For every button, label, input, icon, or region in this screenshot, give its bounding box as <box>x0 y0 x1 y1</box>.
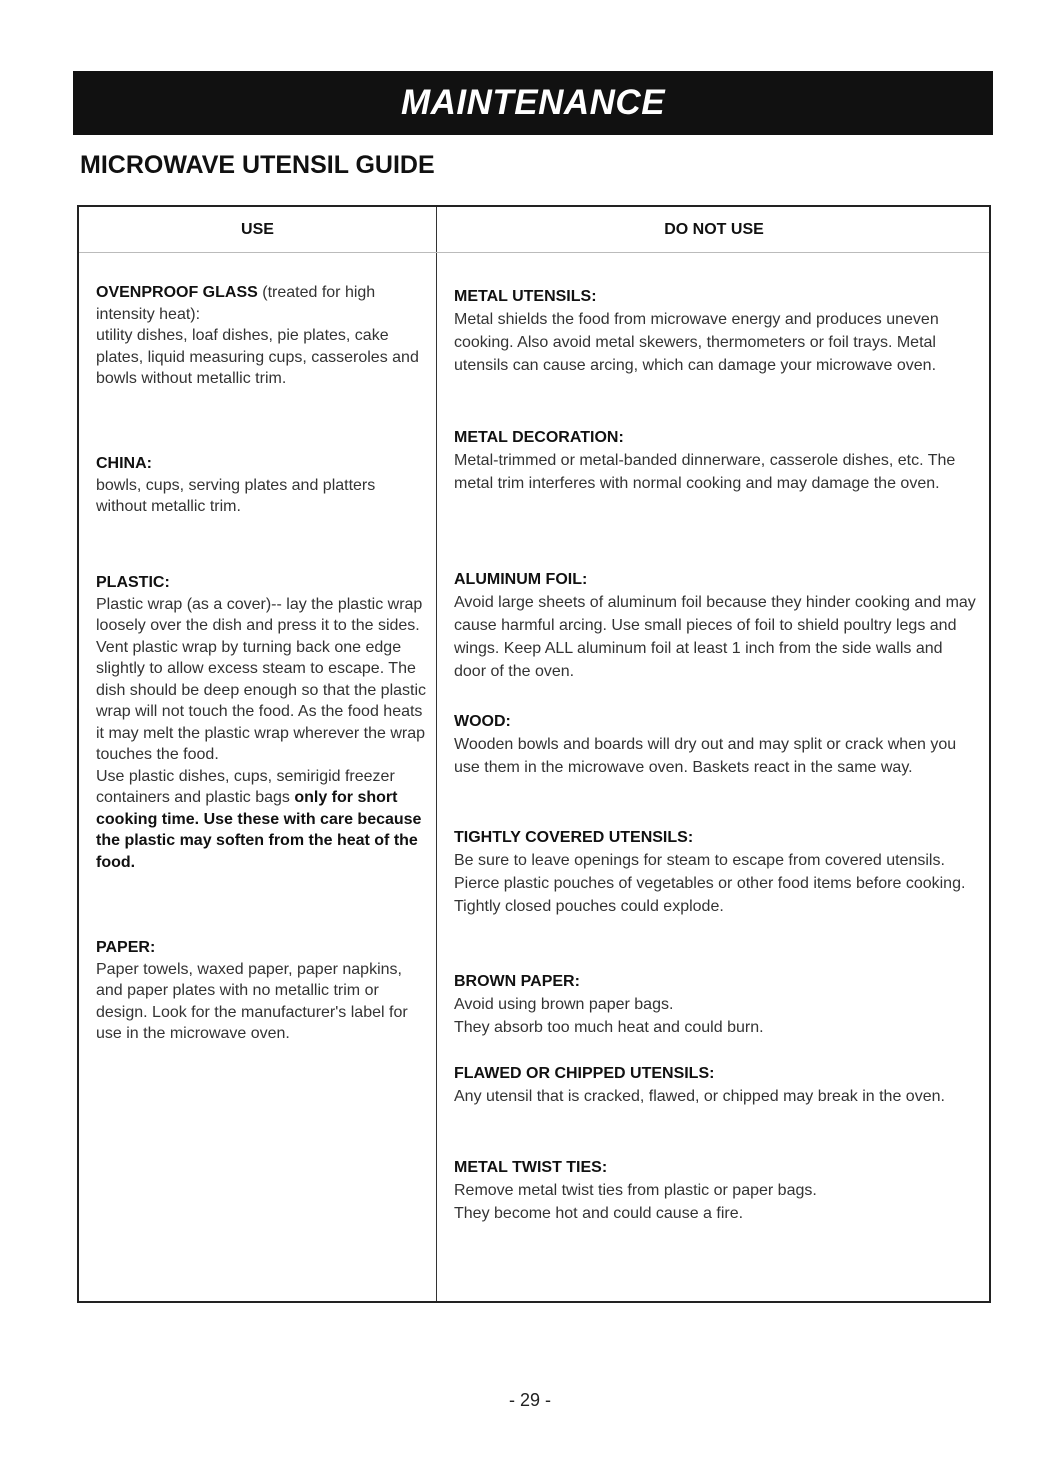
twist-ties-line-2: They become hot and could cause a fire. <box>454 1205 744 1222</box>
plastic-p1: Plastic wrap (as a cover)-- lay the plastic wrap loosely over the dish and press it to the sides. <box>96 595 423 634</box>
twist-ties-line-1: Remove metal twist ties from plastic or paper bags. <box>454 1182 817 1199</box>
twist-ties-heading: METAL TWIST TIES: <box>454 1159 608 1176</box>
dnu-metal-utensils <box>454 285 976 377</box>
maintenance-banner <box>73 71 993 135</box>
dnu-tightly-covered <box>454 826 976 918</box>
plastic-heading: PLASTIC: <box>96 574 170 591</box>
metal-utensils-heading: METAL UTENSILS: <box>454 288 597 305</box>
paper-heading: PAPER: <box>96 939 156 956</box>
plastic-p2: Vent plastic wrap by turning back one edge slightly to allow excess steam to escape. The dish should be deep enough so that the plastic wrap will not touch the food. As the food heats it may melt the plastic wrap wherever the wrap touches the food. <box>96 638 427 763</box>
ovenproof-heading: OVENPROOF GLASS <box>96 284 258 301</box>
dnu-wood <box>454 710 976 779</box>
flawed-text: Any utensil that is cracked, flawed, or chipped may break in the oven. <box>454 1088 945 1105</box>
metal-decoration-text: Metal-trimmed or metal-banded dinnerware, casserole dishes, etc. The metal trim interferes with normal cooking and may damage the oven. <box>454 452 956 492</box>
brown-paper-line-1: Avoid using brown paper bags. <box>454 996 674 1013</box>
ovenproof-text: utility dishes, loaf dishes, pie plates, cake plates, liquid measuring cups, casseroles and bowls without metallic trim. <box>96 327 419 387</box>
brown-paper-heading: BROWN PAPER: <box>454 973 580 990</box>
flawed-heading: FLAWED OR CHIPPED UTENSILS: <box>454 1065 715 1082</box>
paper-text: Paper towels, waxed paper, paper napkins, and paper plates with no metallic trim or design. Look for the manufacturer's label for use in the microwave oven. <box>96 960 408 1042</box>
china-text: bowls, cups, serving plates and platters without metallic trim. <box>96 476 376 515</box>
use-ovenproof-glass <box>96 282 428 390</box>
brown-paper-line-2: They absorb too much heat and could burn. <box>454 1019 764 1036</box>
plastic-p3: Use plastic dishes, cups, semirigid freezer containers and plastic bags <box>96 767 395 806</box>
use-paper <box>96 937 428 1045</box>
metal-decoration-heading: METAL DECORATION: <box>454 429 624 446</box>
wood-text: Wooden bowls and boards will dry out and may split or crack when you use them in the microwave oven. Baskets react in the same way. <box>454 736 957 776</box>
utensil-guide-table <box>77 205 991 1303</box>
dnu-metal-decoration <box>454 426 976 495</box>
aluminum-foil-text: Avoid large sheets of aluminum foil because they hinder cooking and may cause harmful arcing. Use small pieces of foil to shield poultry legs and wings. Keep ALL aluminum foil at least 1 inch from the side walls and door of the oven. <box>454 594 976 680</box>
page-number: - 29 - <box>508 1390 551 1410</box>
dnu-metal-twist-ties <box>454 1156 976 1225</box>
dnu-aluminum-foil <box>454 568 976 683</box>
ovenproof-note: (treated for high intensity heat): <box>96 284 376 323</box>
use-plastic <box>96 572 428 873</box>
use-china <box>96 453 428 518</box>
section-title: MICROWAVE UTENSIL GUIDE <box>80 151 435 179</box>
plastic-p3-bold: only for short cooking time. Use these with care because the plastic may soften from the heat of the food. <box>96 789 422 871</box>
use-column-header: USE <box>241 221 274 238</box>
banner-title: MAINTENANCE <box>400 83 666 122</box>
wood-heading: WOOD: <box>454 713 511 730</box>
metal-utensils-text: Metal shields the food from microwave energy and produces uneven cooking. Also avoid metal skewers, thermometers or foil trays. Metal utensils can cause arcing, which can damage your microwave oven. <box>454 311 939 374</box>
dnu-brown-paper <box>454 970 976 1039</box>
header-rule <box>79 252 989 253</box>
tightly-covered-text: Be sure to leave openings for steam to escape from covered utensils. Pierce plastic pouches of vegetables or other food items before cooking. Tightly closed pouches could explode. <box>454 852 966 915</box>
column-divider <box>436 207 437 1301</box>
dnu-flawed-chipped <box>454 1062 976 1108</box>
tightly-covered-heading: TIGHTLY COVERED UTENSILS: <box>454 829 694 846</box>
aluminum-foil-heading: ALUMINUM FOIL: <box>454 571 588 588</box>
do-not-use-column-header: DO NOT USE <box>664 221 764 238</box>
china-heading: CHINA: <box>96 455 152 472</box>
